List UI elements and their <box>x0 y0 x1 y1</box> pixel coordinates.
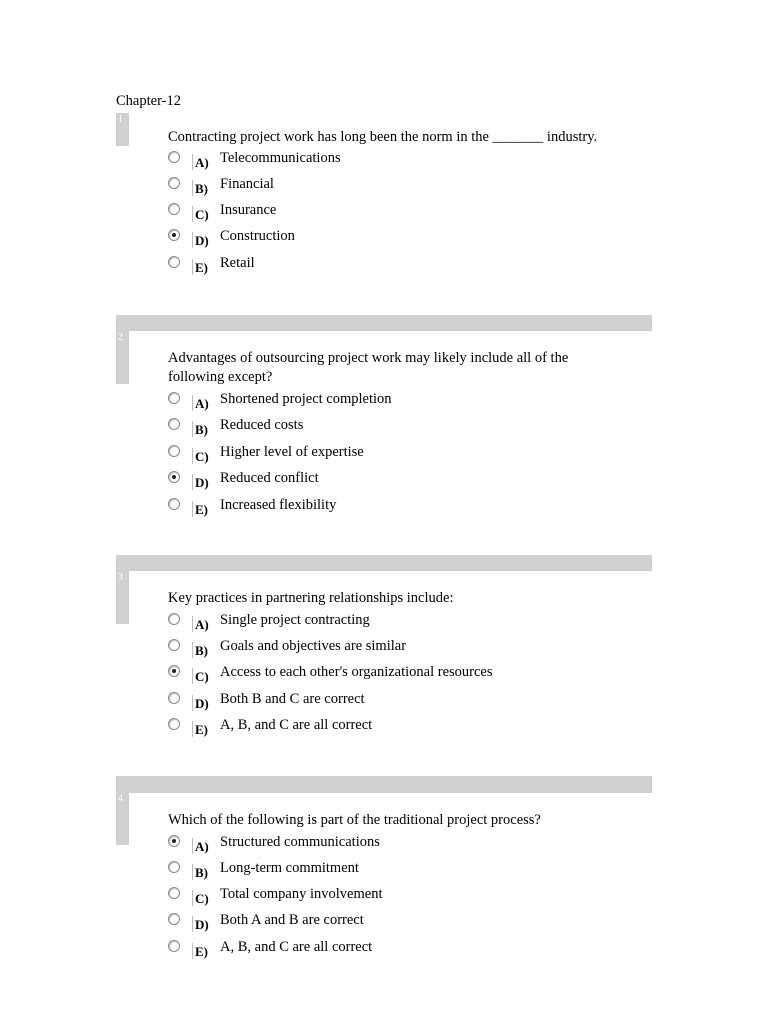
radio-button-icon[interactable] <box>168 887 180 899</box>
option-a[interactable]: A) Shortened project completion <box>168 391 608 411</box>
radio-button-icon[interactable] <box>168 940 180 952</box>
question-header-bar <box>116 555 652 571</box>
question-text: Contracting project work has long been the norm in the _______ industry. <box>168 129 598 145</box>
option-c[interactable]: C) Insurance <box>168 202 608 222</box>
question-text: Key practices in partnering relationships include: <box>168 590 454 606</box>
radio-button-icon[interactable] <box>168 151 180 163</box>
option-e[interactable]: E) A, B, and C are all correct <box>168 939 608 959</box>
question-number-badge: 3 <box>116 571 129 624</box>
option-b[interactable]: B) Financial <box>168 176 608 196</box>
radio-button-icon[interactable] <box>168 498 180 510</box>
question-number-badge: 1 <box>116 113 129 146</box>
option-a[interactable]: A) Single project contracting <box>168 612 608 632</box>
question-text: Advantages of outsourcing project work may likely include all of the following except? <box>168 350 569 385</box>
radio-button-icon[interactable] <box>168 177 180 189</box>
option-c[interactable]: C) Higher level of expertise <box>168 444 608 464</box>
radio-button-icon[interactable] <box>168 613 180 625</box>
radio-button-icon[interactable] <box>168 639 180 651</box>
radio-button-icon[interactable] <box>168 392 180 404</box>
question-text: Which of the following is part of the traditional project process? <box>168 812 541 828</box>
question-number-badge: 4 <box>116 792 129 845</box>
radio-button-icon[interactable] <box>168 471 180 483</box>
option-d[interactable]: D) Reduced conflict <box>168 470 608 490</box>
option-b[interactable]: B) Long-term commitment <box>168 860 608 880</box>
option-e[interactable]: E) A, B, and C are all correct <box>168 717 608 737</box>
radio-button-icon[interactable] <box>168 835 180 847</box>
option-d[interactable]: D) Construction <box>168 228 608 248</box>
option-a[interactable]: A) Structured communications <box>168 834 608 854</box>
radio-button-icon[interactable] <box>168 913 180 925</box>
radio-button-icon[interactable] <box>168 445 180 457</box>
radio-button-icon[interactable] <box>168 418 180 430</box>
option-e[interactable]: E) Increased flexibility <box>168 497 608 517</box>
radio-button-icon[interactable] <box>168 203 180 215</box>
radio-button-icon[interactable] <box>168 665 180 677</box>
question-number-badge: 2 <box>116 331 129 384</box>
radio-button-icon[interactable] <box>168 256 180 268</box>
question-header-bar <box>116 315 652 331</box>
option-c[interactable]: C) Access to each other's organizational resources <box>168 664 608 684</box>
option-d[interactable]: D) Both A and B are correct <box>168 912 608 932</box>
radio-button-icon[interactable] <box>168 229 180 241</box>
option-b[interactable]: B) Reduced costs <box>168 417 608 437</box>
option-b[interactable]: B) Goals and objectives are similar <box>168 638 608 658</box>
option-e[interactable]: E) Retail <box>168 255 608 275</box>
radio-button-icon[interactable] <box>168 692 180 704</box>
radio-button-icon[interactable] <box>168 718 180 730</box>
option-c[interactable]: C) Total company involvement <box>168 886 608 906</box>
chapter-title: Chapter-12 <box>116 93 181 109</box>
radio-button-icon[interactable] <box>168 861 180 873</box>
question-header-bar <box>116 776 652 793</box>
option-d[interactable]: D) Both B and C are correct <box>168 691 608 711</box>
option-a[interactable]: A) Telecommunications <box>168 150 608 170</box>
